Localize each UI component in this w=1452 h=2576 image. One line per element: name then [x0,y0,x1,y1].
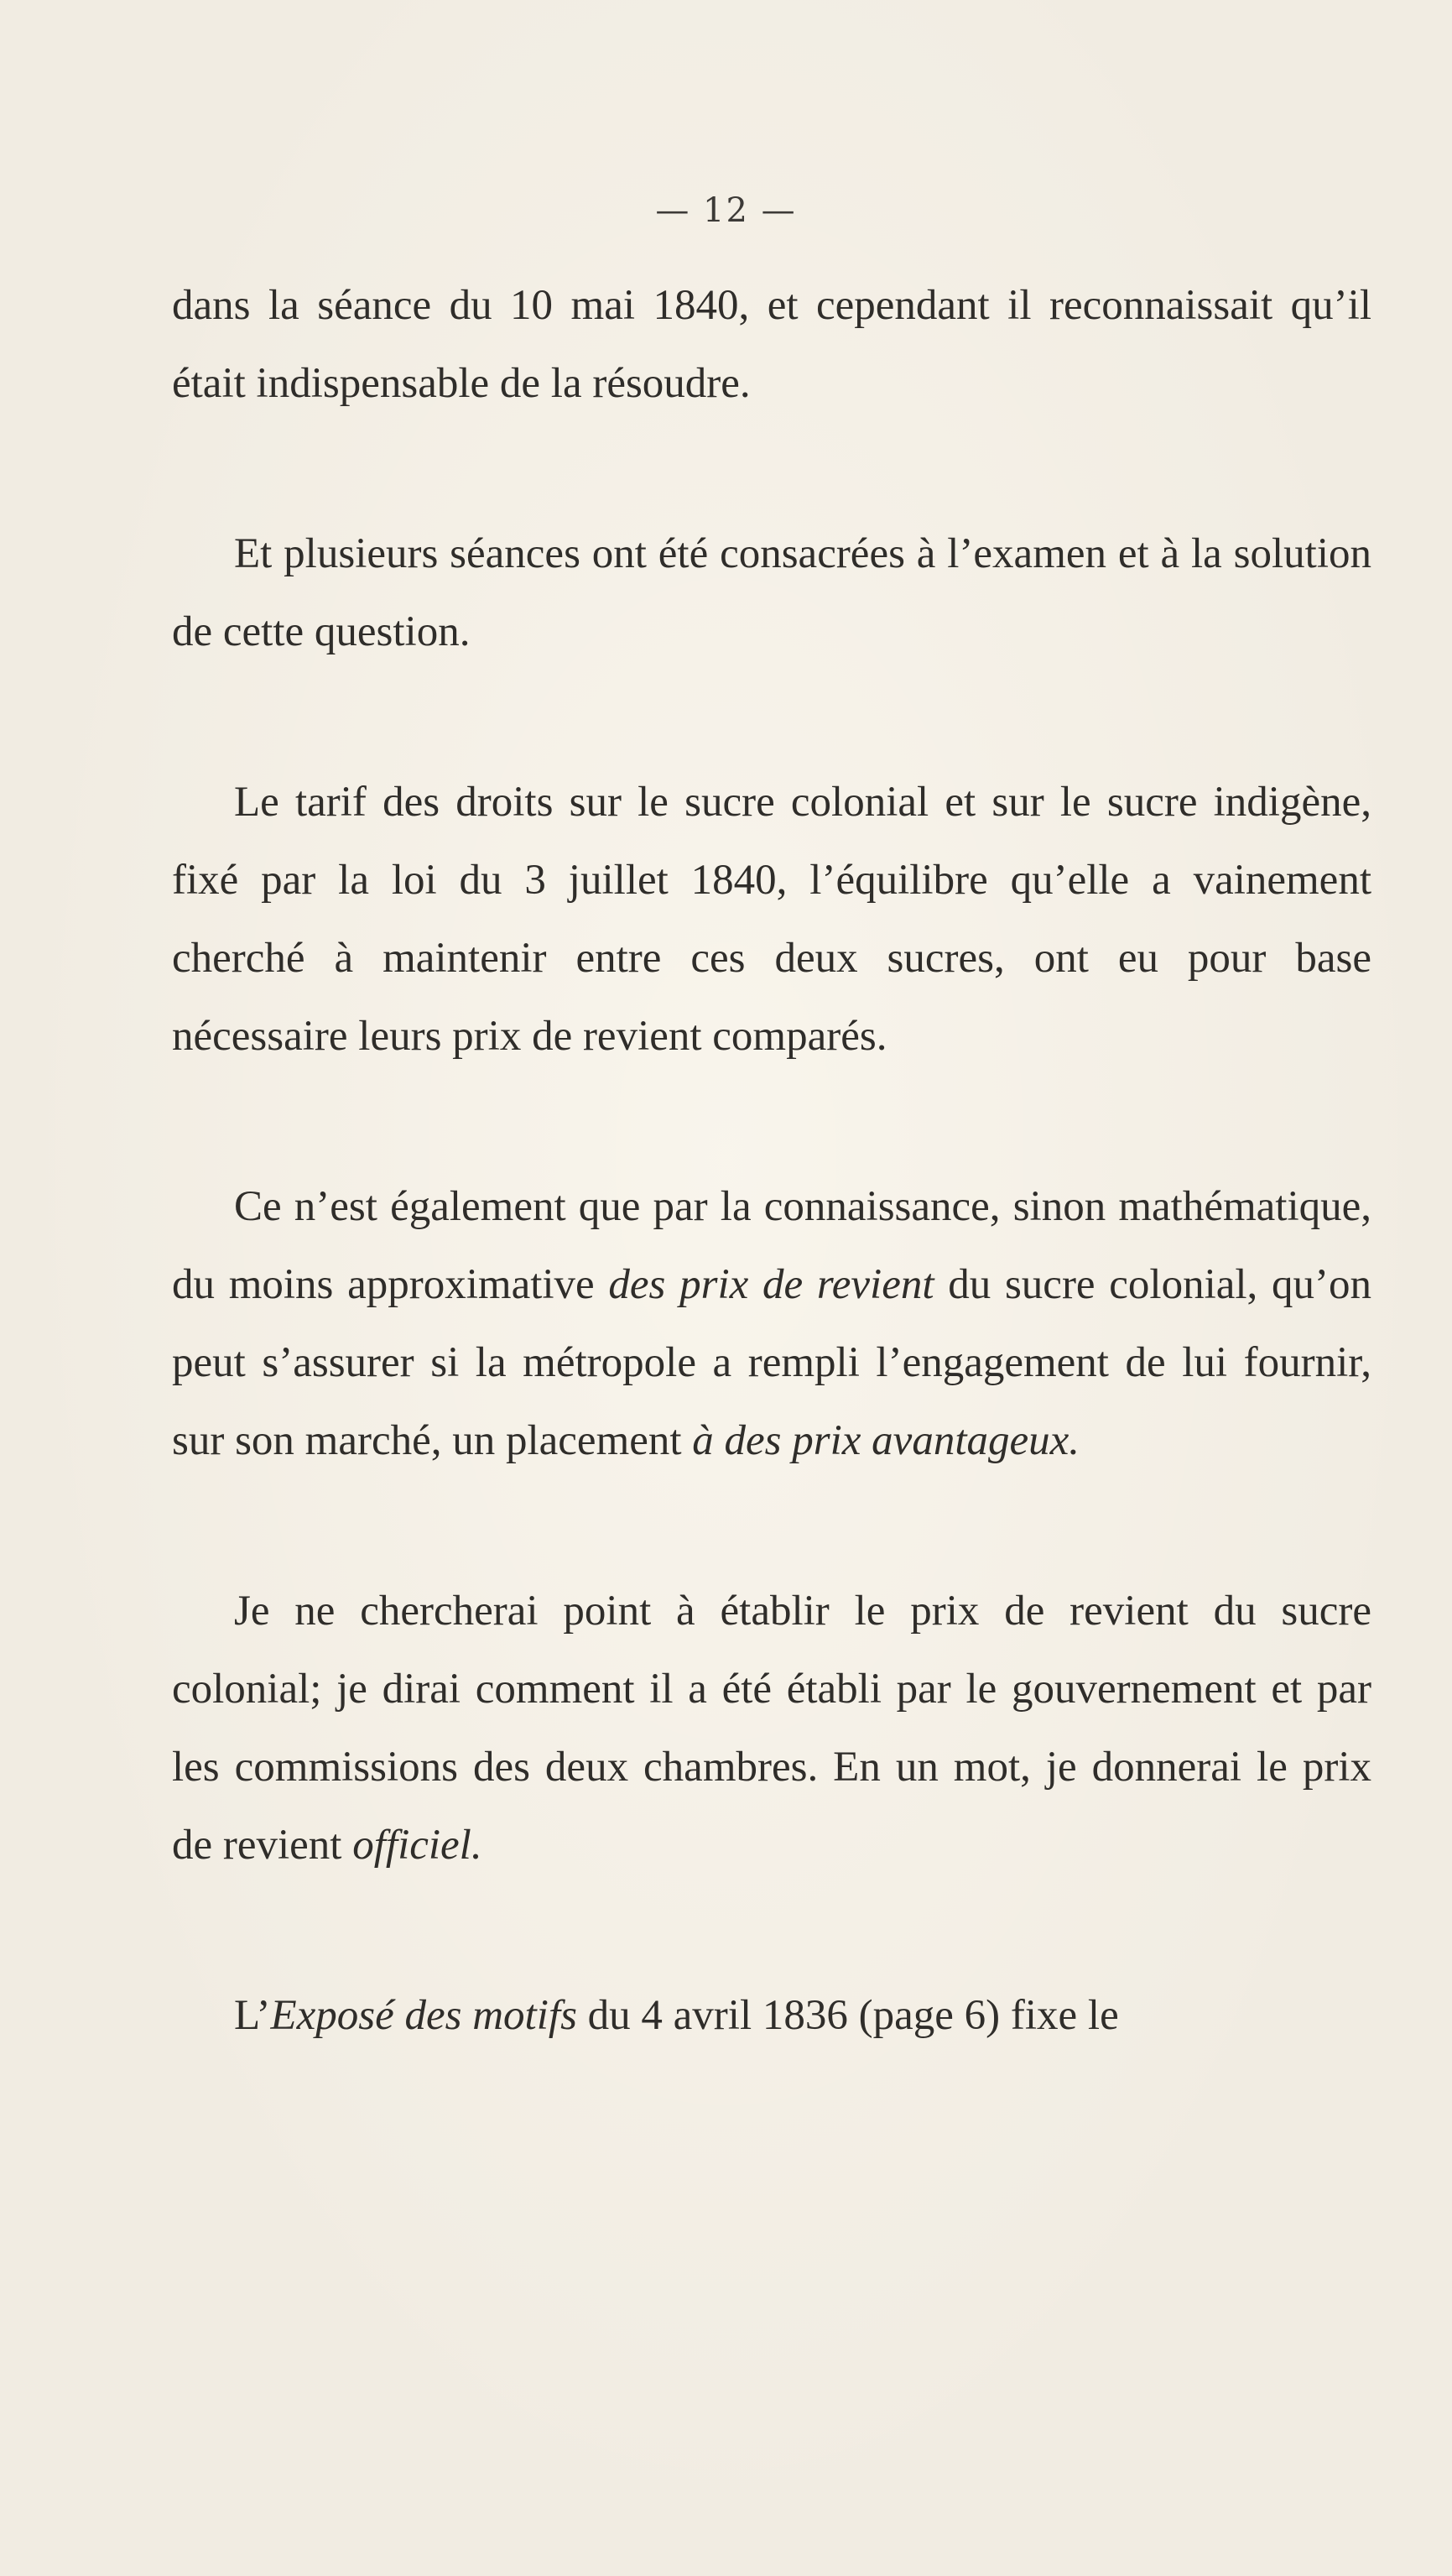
paragraph-text: L’ [234,1992,271,2039]
paragraph-2 [172,515,1371,671]
italic-title-expose-des-motifs: Exposé des motifs [270,1992,577,2039]
italic-phrase-prix-de-revient: des prix de revient [608,1261,934,1308]
paragraph-text: Et plusieurs séances ont été consacrées à l’examen et à la solution de cette question. [172,530,1371,655]
paragraph-text: Le tarif des droits sur le sucre colonial et sur le sucre indigène, fixé par la loi du 3 juillet 1840, l’équilibre qu’elle a vainement cherché à maintenir entre ces deux sucres, ont eu pour base nécessaire leurs prix de revient comparés. [172,779,1371,1060]
paragraph-text: Je ne chercherai point à établir le prix de revient du sucre colonial; je dirai comment il a été établi par le gouvernement et par les commissions des deux chambres. En un mot, je donnerai le prix de revient [172,1588,1371,1869]
paragraph-3 [172,764,1371,1076]
paragraph-6 [172,1977,1371,2055]
page-number: — 12 — [655,191,797,230]
paragraph-text: dans la séance du 10 mai 1840, et cependant il reconnaissait qu’il était indispensable de la résoudre. [172,282,1371,407]
paragraph-4 [172,1168,1371,1480]
paragraph-text: Ce n’est également que par la connaissance, sinon mathématique, du moins approximative [172,1183,1371,1308]
paragraph-1 [172,267,1371,423]
paragraph-text: du 4 avril 1836 (page 6) fixe le [576,1992,1119,2039]
italic-word-officiel: officiel. [352,1822,482,1869]
paragraph-5 [172,1572,1371,1885]
paragraph-text: du sucre colonial, qu’on peut s’assurer si la métropole a rempli l’engagement de lui fournir, sur son marché, un placement [172,1261,1371,1464]
italic-phrase-prix-avantageux: à des prix avantageux. [692,1417,1080,1464]
body-text [172,267,1371,2055]
